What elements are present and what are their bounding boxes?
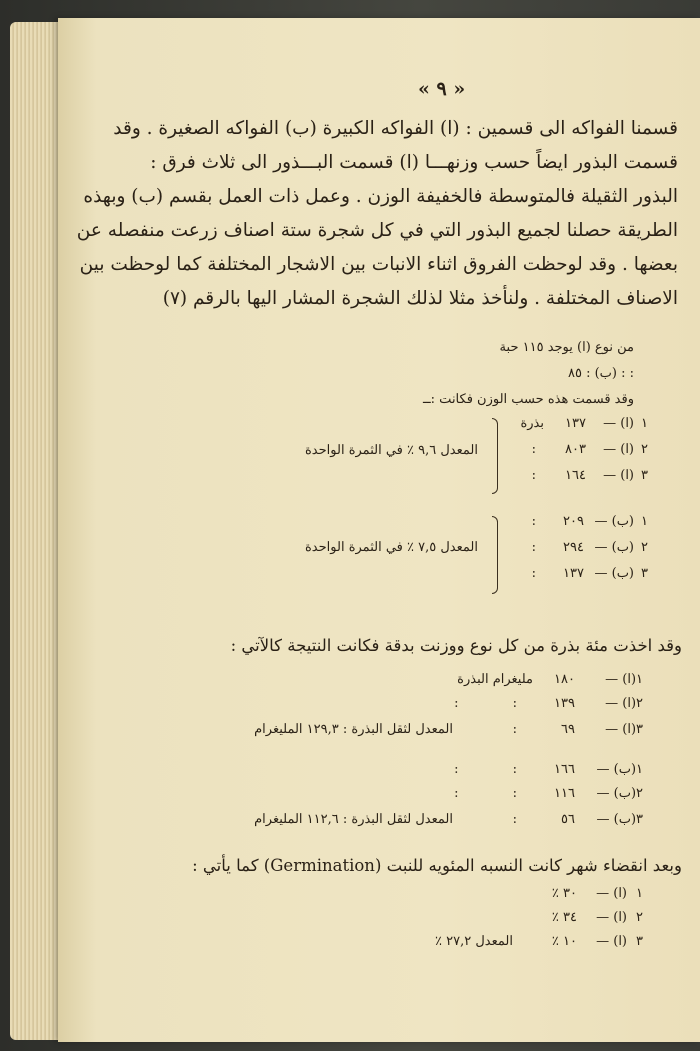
- row-number: ٣: [641, 566, 648, 581]
- paragraph-line: بعضها . وقد لوحظت الفروق اثناء الانبات بين الاشجار المختلفة كما لوحظت بين: [79, 254, 678, 275]
- weight-unit: : :: [454, 786, 517, 801]
- row-number: ١: [641, 416, 648, 431]
- weight-row: [78, 722, 643, 746]
- group-row: [498, 514, 648, 540]
- weight-value: ١٨٠: [554, 672, 575, 687]
- weight-row: [258, 696, 643, 720]
- brace: [492, 516, 498, 594]
- count-line: : : (ب) : ٨٥: [567, 366, 634, 381]
- weight-label: ٣(ا) —: [605, 722, 643, 737]
- group-row: [498, 540, 648, 566]
- weight-label: ١(ب) —: [596, 762, 643, 777]
- germination-row: [378, 886, 643, 910]
- weight-unit: : :: [454, 696, 517, 711]
- weight-row: [258, 672, 643, 696]
- row-label: (ب) —: [594, 540, 634, 555]
- weigh-heading: وقد اخذت مئة بذرة من كل نوع ووزنت بدقة فكانت النتيجة كالآتي :: [230, 636, 682, 655]
- row-value: ٨٠٣: [565, 442, 586, 457]
- weight-unit: : :: [454, 762, 517, 777]
- weight-unit: :: [512, 722, 517, 737]
- row-number: ٢: [641, 442, 648, 457]
- brace: [492, 418, 498, 494]
- weight-value: ١١٦: [554, 786, 575, 801]
- row-number: ٣: [641, 468, 648, 483]
- group-average: المعدل ٩,٦ ٪ في الثمرة الواحدة: [304, 443, 478, 458]
- row-value: ١٣٧: [565, 416, 586, 431]
- germination-number: ٣: [636, 934, 643, 949]
- weight-unit: :: [512, 812, 517, 827]
- weight-label: ٢(ا) —: [605, 696, 643, 711]
- paragraph-line: قسمت البذور ايضاً حسب وزنهـــا (ا) قسمت البـــذور الى ثلاث فرق :: [150, 152, 678, 173]
- group-average: المعدل ٧,٥ ٪ في الثمرة الواحدة: [304, 540, 478, 555]
- paragraph-line: قسمنا الفواكه الى قسمين : (ا) الفواكه الكبيرة (ب) الفواكه الصغيرة . وقد: [113, 118, 678, 139]
- row-unit: :: [531, 514, 536, 529]
- group-row: [498, 566, 648, 592]
- page-number: « ٩ »: [418, 78, 466, 100]
- row-label: (ب) —: [594, 514, 634, 529]
- weight-unit: مليغرام البذرة: [457, 672, 533, 687]
- count-line: وقد قسمت هذه حسب الوزن فكانت :ــ: [423, 392, 634, 407]
- weight-value: ٦٩: [561, 722, 575, 737]
- row-unit: بذرة: [520, 416, 544, 431]
- germination-row: [378, 910, 643, 934]
- germination-number: ١: [636, 886, 643, 901]
- count-line: من نوع (ا) يوجد ١١٥ حبة: [499, 340, 634, 355]
- group-row: [498, 416, 648, 442]
- germination-number: ٢: [636, 910, 643, 925]
- row-label: (ا) —: [603, 416, 634, 431]
- weight-row: [78, 812, 643, 836]
- row-unit: :: [531, 468, 536, 483]
- germination-heading: وبعد انقضاء شهر كانت النسبه المئويه للنبت (Germination) كما يأتي :: [192, 856, 682, 875]
- weight-row: [258, 762, 643, 786]
- germination-label: (ا) —: [596, 934, 627, 949]
- group-row: [498, 468, 648, 494]
- weight-label: ٣(ب) —: [596, 812, 643, 827]
- germination-row: [378, 934, 643, 958]
- germination-value: ٣٤ ٪: [551, 910, 577, 925]
- group-row: [498, 442, 648, 468]
- row-value: ١٦٤: [565, 468, 586, 483]
- weight-label: ١(ا) —: [605, 672, 643, 687]
- row-unit: :: [531, 442, 536, 457]
- weight-value: ٥٦: [561, 812, 575, 827]
- row-label: (ب) —: [594, 566, 634, 581]
- germination-average: المعدل ٢٧,٢ ٪: [435, 934, 513, 949]
- weight-row: [258, 786, 643, 810]
- germination-label: (ا) —: [596, 886, 627, 901]
- paragraph-line: الطريقة حصلنا لجميع البذور التي في كل شجرة ستة اصناف زرعت منفصله عن: [76, 220, 678, 241]
- weight-value: ١٦٦: [554, 762, 575, 777]
- row-value: ٢٩٤: [563, 540, 584, 555]
- book-page: [58, 18, 700, 1042]
- row-value: ٢٠٩: [563, 514, 584, 529]
- row-unit: :: [531, 540, 536, 555]
- germination-label: (ا) —: [596, 910, 627, 925]
- paragraph-line: البذور الثقيلة فالمتوسطة فالخفيفة الوزن . وعمل ذات العمل بقسم (ب) وبهذه: [83, 186, 678, 207]
- row-unit: :: [531, 566, 536, 581]
- row-number: ٢: [641, 540, 648, 555]
- row-label: (ا) —: [603, 442, 634, 457]
- weight-value: ١٣٩: [554, 696, 575, 711]
- weight-average: المعدل لثقل البذرة : ١١٢,٦ المليغرام: [254, 812, 453, 827]
- weight-label: ٢(ب) —: [596, 786, 643, 801]
- paragraph-line: الاصناف المختلفة . ولنأخذ مثلا لذلك الشجرة المشار اليها بالرقم (٧): [162, 288, 678, 309]
- germination-value: ١٠ ٪: [551, 934, 577, 949]
- row-label: (ا) —: [603, 468, 634, 483]
- row-number: ١: [641, 514, 648, 529]
- row-value: ١٣٧: [563, 566, 584, 581]
- germination-value: ٣٠ ٪: [551, 886, 577, 901]
- weight-average: المعدل لثقل البذرة : ١٢٩,٣ المليغرام: [254, 722, 453, 737]
